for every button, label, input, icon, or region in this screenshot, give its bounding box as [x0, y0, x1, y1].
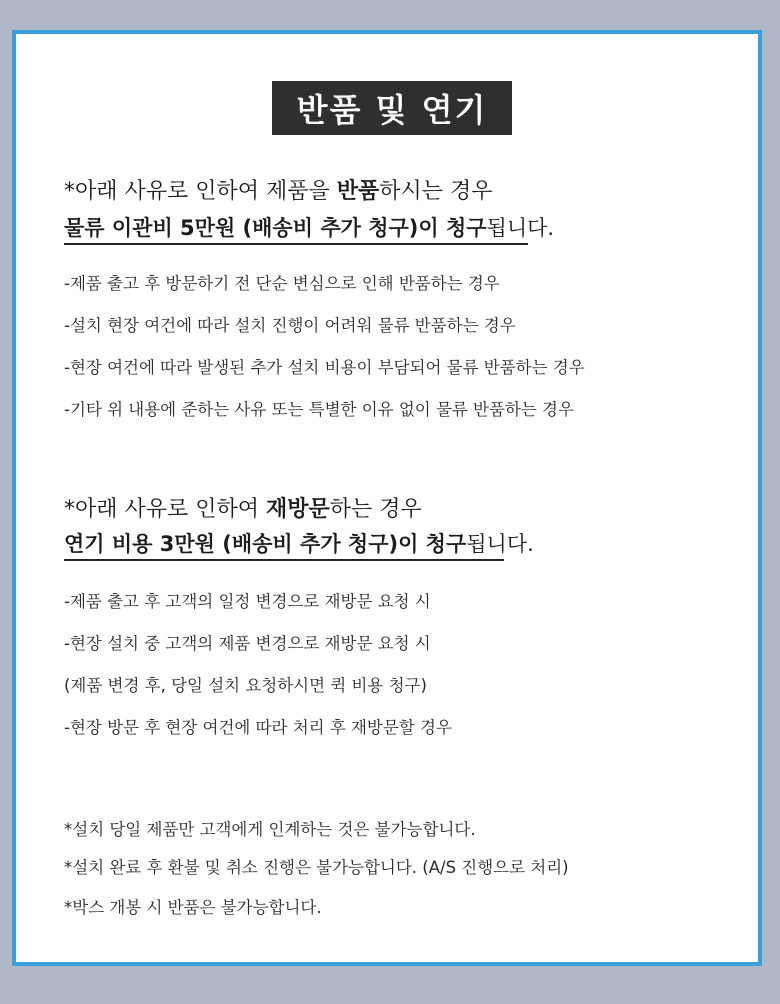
section1-item: -설치 현장 여건에 따라 설치 진행이 어려워 물류 반품하는 경우 — [64, 316, 516, 335]
section2-intro-suffix: 하는 경우 — [329, 497, 422, 522]
section1-item: -현장 여건에 따라 발생된 추가 설치 비용이 부담되어 물류 반품하는 경우 — [64, 358, 585, 377]
section2-item: (제품 변경 후, 당일 설치 요청하시면 퀵 비용 청구) — [64, 676, 427, 695]
section1-intro-prefix: *아래 사유로 인하여 제품을 — [64, 179, 337, 204]
section2-headline — [64, 528, 534, 558]
section2-intro-bold: 재방문 — [266, 497, 330, 522]
notice-frame — [12, 30, 762, 966]
section2-headline-tail: 됩니다. — [466, 532, 534, 556]
section2-item: -현장 설치 중 고객의 제품 변경으로 재방문 요청 시 — [64, 634, 431, 653]
section1-intro-suffix: 하시는 경우 — [379, 179, 493, 204]
section2-item: -현장 방문 후 현장 여건에 따라 처리 후 재방문할 경우 — [64, 718, 452, 737]
section1-headline-bold: 물류 이관비 5만원 (배송비 추가 청구)이 청구 — [64, 216, 487, 240]
section1-item: -기타 위 내용에 준하는 사유 또는 특별한 이유 없이 물류 반품하는 경우 — [64, 400, 574, 419]
section1-underline — [64, 243, 528, 245]
section2-item: -제품 출고 후 고객의 일정 변경으로 재방문 요청 시 — [64, 592, 431, 611]
note: *박스 개봉 시 반품은 불가능합니다. — [64, 898, 322, 917]
title-banner — [272, 81, 512, 135]
page-title: 반품 및 연기 — [296, 91, 488, 129]
section2-underline — [64, 559, 504, 561]
section1-intro-bold: 반품 — [336, 179, 380, 204]
note: *설치 당일 제품만 고객에게 인계하는 것은 불가능합니다. — [64, 820, 476, 839]
section2-headline-bold: 연기 비용 3만원 (배송비 추가 청구)이 청구 — [64, 532, 467, 556]
section1-item: -제품 출고 후 방문하기 전 단순 변심으로 인해 반품하는 경우 — [64, 274, 500, 293]
section1-intro — [64, 174, 493, 205]
section2-intro-prefix: *아래 사유로 인하여 — [64, 497, 266, 522]
section1-headline — [64, 212, 554, 242]
note: *설치 완료 후 환불 및 취소 진행은 불가능합니다. (A/S 진행으로 처리) — [64, 858, 569, 877]
section1-headline-tail: 됩니다. — [486, 216, 555, 240]
section2-intro — [64, 492, 422, 523]
